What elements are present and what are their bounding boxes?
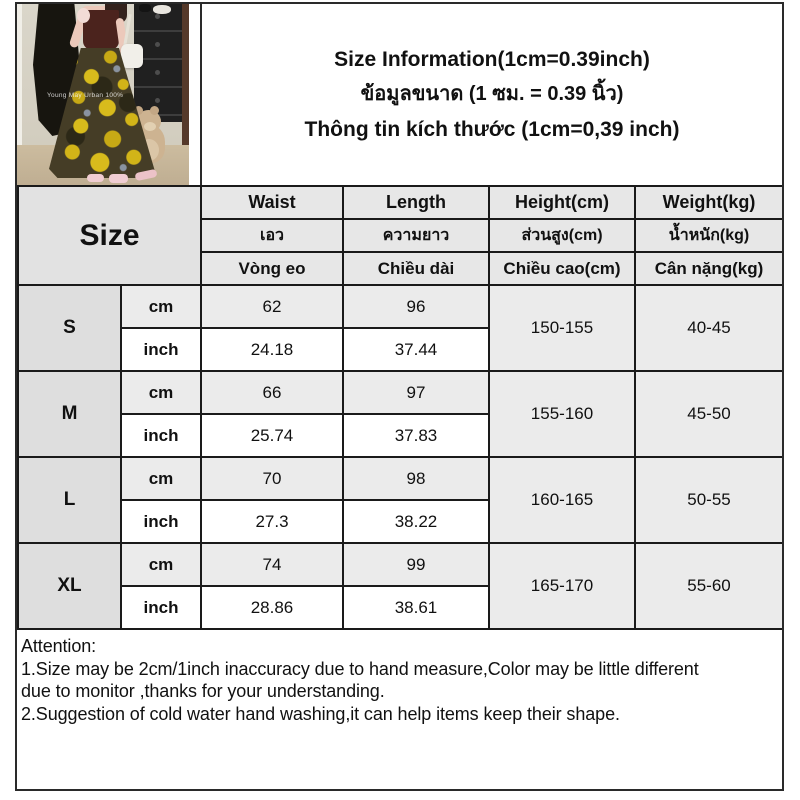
col-header-length-en: Length — [343, 186, 489, 219]
unit-inch: inch — [121, 328, 201, 371]
height-xl: 165-170 — [489, 543, 635, 629]
waist-cm-xl: 74 — [201, 543, 343, 586]
size-label-m: M — [18, 371, 121, 457]
length-cm-s: 96 — [343, 285, 489, 328]
weight-xl: 55-60 — [635, 543, 783, 629]
weight-m: 45-50 — [635, 371, 783, 457]
col-header-weight-en: Weight(kg) — [635, 186, 783, 219]
waist-inch-xl: 28.86 — [201, 586, 343, 629]
waist-inch-s: 24.18 — [201, 328, 343, 371]
height-l: 160-165 — [489, 457, 635, 543]
weight-s: 40-45 — [635, 285, 783, 371]
teddy-bear-ear — [150, 106, 159, 115]
size-label-s: S — [18, 285, 121, 371]
model-sleeve — [77, 8, 90, 23]
col-header-length-th: ความยาว — [343, 219, 489, 252]
col-header-weight-vi: Cân nặng(kg) — [635, 252, 783, 285]
drawer-knob — [155, 98, 160, 103]
unit-cm: cm — [121, 457, 201, 500]
title-english: Size Information(1cm=0.39inch) — [334, 48, 650, 71]
weight-l: 50-55 — [635, 457, 783, 543]
drawer-knob — [155, 70, 160, 75]
waist-cm-m: 66 — [201, 371, 343, 414]
unit-cm: cm — [121, 285, 201, 328]
col-header-height-vi: Chiều cao(cm) — [489, 252, 635, 285]
title-block — [202, 4, 782, 185]
height-m: 155-160 — [489, 371, 635, 457]
row-s-cm — [18, 285, 783, 328]
page-frame — [15, 2, 784, 791]
waist-cm-s: 62 — [201, 285, 343, 328]
col-header-waist-vi: Vòng eo — [201, 252, 343, 285]
col-header-waist-en: Waist — [201, 186, 343, 219]
col-header-waist-th: เอว — [201, 219, 343, 252]
row-xl-cm — [18, 543, 783, 586]
unit-cm: cm — [121, 371, 201, 414]
length-inch-m: 37.83 — [343, 414, 489, 457]
height-s: 150-155 — [489, 285, 635, 371]
waist-inch-l: 27.3 — [201, 500, 343, 543]
size-corner-label: Size — [18, 186, 201, 285]
drawer-knob — [155, 14, 160, 19]
length-inch-l: 38.22 — [343, 500, 489, 543]
col-header-height-th: ส่วนสูง(cm) — [489, 219, 635, 252]
drawer-knob — [155, 42, 160, 47]
length-cm-l: 98 — [343, 457, 489, 500]
teddy-bear-muzzle — [144, 122, 156, 131]
waist-cm-l: 70 — [201, 457, 343, 500]
length-inch-s: 37.44 — [343, 328, 489, 371]
col-header-weight-th: น้ำหนัก(kg) — [635, 219, 783, 252]
attention-notes — [17, 630, 782, 725]
length-cm-m: 97 — [343, 371, 489, 414]
unit-inch: inch — [121, 500, 201, 543]
row-l-cm — [18, 457, 783, 500]
attention-line-2: 2.Suggestion of cold water hand washing,it can help items keep their shape. — [21, 703, 620, 724]
unit-inch: inch — [121, 586, 201, 629]
size-label-l: L — [18, 457, 121, 543]
title-vietnamese: Thông tin kích thước (1cm=0,39 inch) — [304, 118, 680, 141]
size-label-xl: XL — [18, 543, 121, 629]
attention-line-1: 1.Size may be 2cm/1inch inaccuracy due to hand measure,Color may be little different — [21, 658, 699, 679]
pink-sandal — [87, 174, 104, 182]
dresser-top-item — [139, 4, 151, 12]
title-thai: ข้อมูลขนาด (1 ซม. = 0.39 นิ้ว) — [360, 83, 624, 105]
row-m-cm — [18, 371, 783, 414]
pink-sandal — [109, 174, 128, 183]
unit-inch: inch — [121, 414, 201, 457]
length-cm-xl: 99 — [343, 543, 489, 586]
length-inch-xl: 38.61 — [343, 586, 489, 629]
waist-inch-m: 25.74 — [201, 414, 343, 457]
col-header-length-vi: Chiều dài — [343, 252, 489, 285]
header-row-en — [18, 186, 783, 219]
product-photo — [17, 4, 189, 185]
col-header-height-en: Height(cm) — [489, 186, 635, 219]
photo-watermark: Young May Urban 100% — [47, 92, 124, 99]
attention-heading: Attention: — [21, 636, 97, 656]
unit-cm: cm — [121, 543, 201, 586]
dresser-top-item — [153, 5, 171, 14]
attention-line-1-cont: due to monitor ,thanks for your understanding. — [21, 681, 385, 701]
shoulder-bag — [121, 44, 143, 68]
size-table — [17, 185, 784, 630]
